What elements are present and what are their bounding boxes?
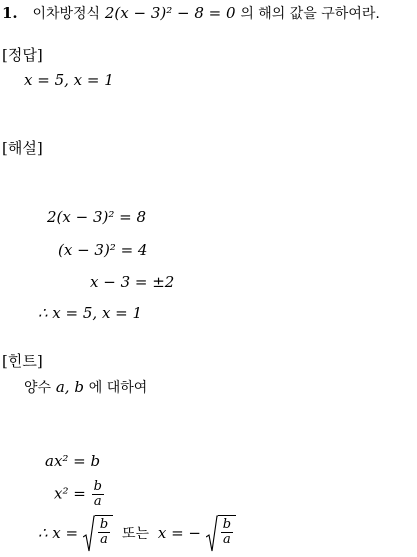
hint-intro-word: 양수 (24, 380, 52, 396)
hint-intro (24, 377, 147, 397)
answer-value: x = 5, x = 1 (24, 71, 114, 89)
hint-neg-prefix: x = − (157, 524, 201, 542)
explanation-label: [해설] (2, 139, 43, 157)
hint-therefore: ∴ x = (38, 524, 79, 542)
explanation-step-4: ∴ x = 5, x = 1 (38, 304, 143, 322)
hint-intro-vars: a, b (55, 378, 84, 396)
fraction-b-over-a (98, 518, 110, 547)
radical-sign-icon (83, 515, 95, 553)
sqrt-b-over-a-negative (206, 515, 236, 553)
explanation-step-2: (x − 3)² = 4 (58, 241, 148, 259)
question-text-before: 이차방정식 (32, 6, 101, 22)
sqrt-b-over-a-positive (83, 515, 113, 553)
question-equation: 2(x − 3)² − 8 = 0 (104, 4, 236, 22)
answer-label: [정답] (2, 46, 43, 64)
fraction-denominator: a (223, 532, 231, 547)
hint-intro-end: 에 대하여 (88, 380, 148, 396)
explanation-step-3: x − 3 = ±2 (90, 273, 175, 291)
hint-step-2-lhs: x² = (54, 484, 86, 503)
hint-label: [힌트] (2, 352, 43, 370)
radical-sign-icon (206, 515, 218, 553)
question-text-after: 의 해의 값을 구하여라. (240, 6, 380, 22)
fraction-numerator: b (99, 517, 109, 532)
hint-step-3 (38, 515, 236, 553)
question-line (2, 3, 380, 23)
radicand (218, 515, 236, 553)
fraction-b-over-a (221, 518, 233, 547)
radicand (95, 515, 113, 553)
question-number: 1. (2, 4, 18, 22)
fraction-numerator: b (222, 517, 232, 532)
fraction-denominator: a (100, 532, 108, 547)
hint-step-1: ax² = b (45, 452, 101, 470)
fraction-numerator: b (93, 479, 102, 494)
hint-step-2 (54, 480, 105, 509)
fraction-denominator: a (93, 494, 102, 509)
hint-or-text: 또는 (122, 526, 150, 542)
explanation-step-1: 2(x − 3)² = 8 (47, 208, 147, 226)
fraction-b-over-a (92, 480, 104, 509)
